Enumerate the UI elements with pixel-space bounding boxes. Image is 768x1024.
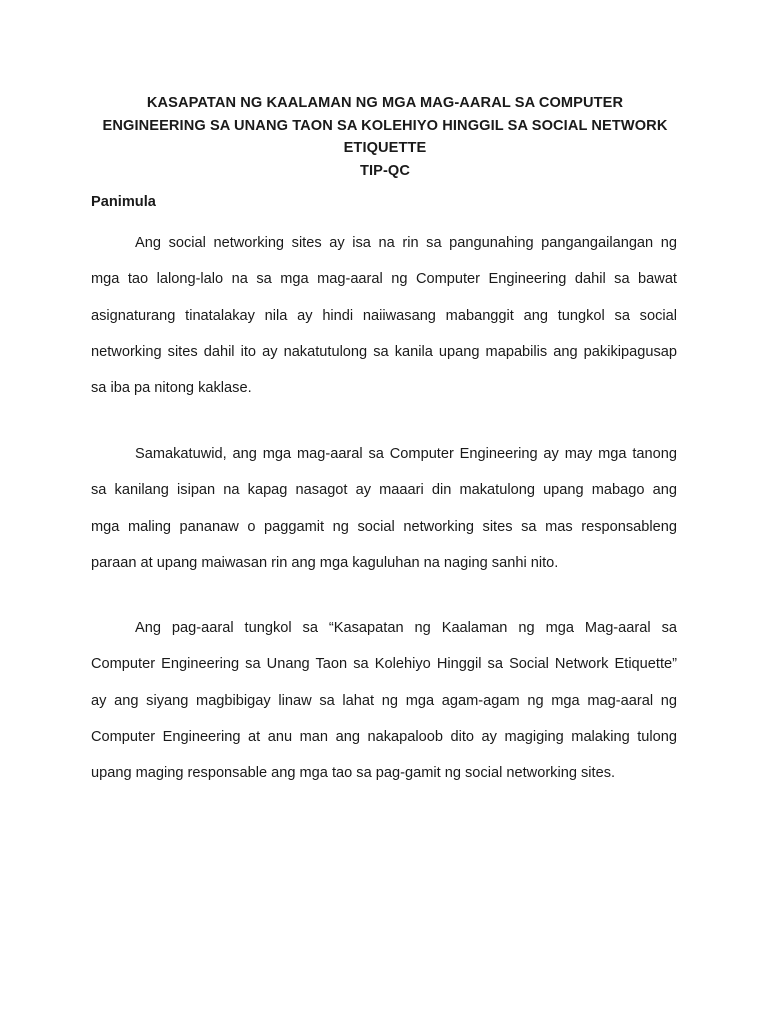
paragraph-line: Computer Engineering at anu man ang nakapaloob dito ay magiging malaking tulong bbox=[91, 728, 677, 745]
paragraph-line: Ang social networking sites ay isa na rin sa pangunahing pangangailangan ng bbox=[135, 235, 677, 251]
paragraph-line: asignaturang tinatalakay nila ay hindi naiiwasang mabanggit ang tungkol sa social bbox=[91, 307, 677, 324]
paragraph-line: upang maging responsable ang mga tao sa pag-gamit ng social networking sites. bbox=[91, 765, 616, 782]
title-line: ENGINEERING SA UNANG TAON SA KOLEHIYO HINGGIL SA SOCIAL NETWORK bbox=[102, 117, 668, 134]
paragraph-line: mga tao lalong-lalo na sa mga mag-aaral ng Computer Engineering dahil sa bawat bbox=[91, 271, 677, 288]
title-subtitle: TIP-QC bbox=[359, 162, 411, 179]
paragraph-line: sa iba pa nitong kaklase. bbox=[91, 380, 252, 397]
paragraph-line: ay ang siyang magbibigay linaw sa lahat ng mga agam-agam ng mga mag-aaral ng bbox=[91, 692, 677, 709]
title-line: ETIQUETTE bbox=[343, 140, 427, 156]
document-title bbox=[80, 92, 690, 182]
paragraph-3 bbox=[91, 610, 677, 791]
paragraph-line: Samakatuwid, ang mga mag-aaral sa Computer Engineering ay may mga tanong bbox=[135, 446, 677, 462]
paragraph-2 bbox=[91, 436, 677, 581]
paragraph-line: paraan at upang maiwasan rin ang mga kaguluhan na naging sanhi nito. bbox=[91, 554, 559, 571]
section-heading: Panimula bbox=[91, 194, 156, 210]
paragraph-line: mga maling pananaw o paggamit ng social networking sites sa mas responsableng bbox=[91, 518, 677, 535]
paragraph-line: sa kanilang isipan na kapag nasagot ay maaari din makatulong upang mabago ang bbox=[91, 482, 677, 499]
paragraph-line: networking sites dahil ito ay nakatutulong sa kanila upang mapabilis ang pakikipagusap bbox=[91, 343, 677, 360]
paragraph-1 bbox=[91, 225, 677, 406]
title-line: KASAPATAN NG KAALAMAN NG MGA MAG-AARAL SA COMPUTER bbox=[146, 95, 624, 111]
paragraph-line: Ang pag-aaral tungkol sa “Kasapatan ng Kaalaman ng mga Mag-aaral sa bbox=[135, 620, 677, 636]
paragraph-line: Computer Engineering sa Unang Taon sa Kolehiyo Hinggil sa Social Network Etiquette” bbox=[91, 656, 677, 673]
